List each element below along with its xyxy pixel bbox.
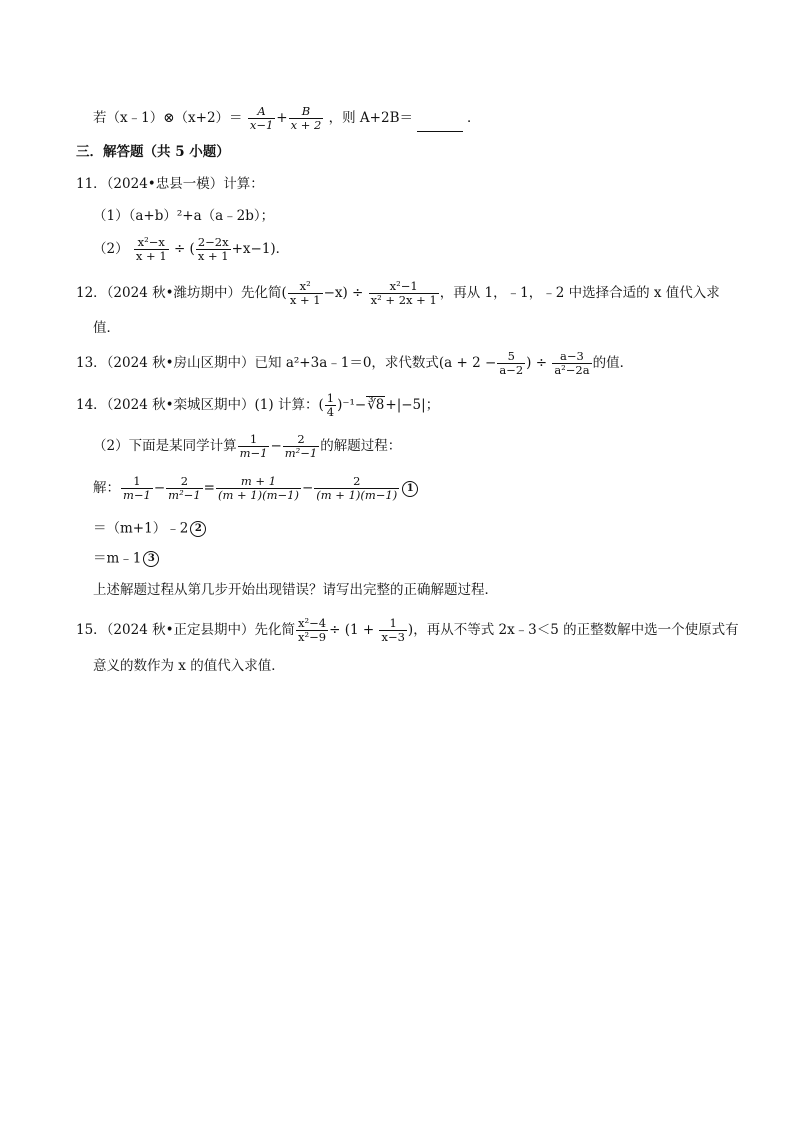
q14-s-fraction-4: $\frac{2}{(m + 1)(m-1)}$ bbox=[316, 474, 398, 502]
q14-question: 上述解题过程从第几步开始出现错误？请写出完整的正确解题过程． bbox=[93, 582, 498, 598]
q10-fraction-b: $\frac{B}{x + 2}$ bbox=[290, 104, 322, 132]
q13-line: 13．（2024 秋•房山区期中）已知 a²+3a﹣1＝0，求代数式(a + 2 − $\frac{5}{a-2}$ ) ÷ $\frac{a-3}{\text{a²−2a}}$ 的值． bbox=[76, 349, 634, 377]
q13-fraction-1: $\frac{5}{a-2}$ bbox=[499, 349, 524, 377]
q15-fraction-1: $\frac{\text{x²−4}}{\text{x²−9}}$ bbox=[298, 616, 327, 644]
step-3-marker: 3 bbox=[143, 551, 159, 567]
q14-p2-fraction-1: $\frac{1}{m-1}$ bbox=[239, 432, 268, 460]
q11-header: 11．（2024•忠县一模）计算： bbox=[76, 176, 264, 192]
q10-suffix: ，则 A+2B＝ bbox=[328, 110, 414, 126]
q10-answer-blank[interactable] bbox=[417, 119, 463, 132]
q12-fraction-1: $\frac{\text{x²}}{x + 1}$ bbox=[289, 279, 321, 307]
q15-line: 15．（2024 秋•正定县期中）先化简 $\frac{\text{x²−4}}{\text{x²−9}}$ ÷ (1 + $\frac{1}{x-3}$ )，再从不等式 2x﹣3＜5 的正整数解中选一个使原式有 bbox=[76, 616, 739, 644]
q15-continuation: 意义的数作为 x 的值代入求值． bbox=[93, 658, 285, 674]
q14-p2-fraction-2: $\frac{2}{\text{m²−1}}$ bbox=[284, 432, 318, 460]
q14-part2: （2）下面是某同学计算 $\frac{1}{m-1}$ − $\frac{2}{\text{m²−1}}$ 的解题过程： bbox=[93, 432, 402, 460]
q11-fraction-2: $\frac{2-2x}{x + 1}$ bbox=[197, 235, 229, 263]
q14-s-fraction-2: $\frac{2}{\text{m²−1}}$ bbox=[168, 474, 201, 502]
q14-solution-step1: 解： $\frac{1}{m-1}$ − $\frac{2}{\text{m²−1}}$ = $\frac{m + 1}{(m + 1)(m-1)}$ − $\frac{2}{(m + 1)(m-1)}$ 1 bbox=[93, 475, 418, 502]
q12-line: 12．（2024 秋•潍坊期中）先化简( $\frac{\text{x²}}{x + 1}$ −x) ÷ $\frac{\text{x²−1}}{\text{x² + 2x + 1}}$ ，再从 1，﹣1，﹣2 中选择合适的 x 值代入求 bbox=[76, 279, 720, 307]
q14-solution-step2: ＝（m+1）﹣2 2 bbox=[93, 521, 206, 537]
q10-fraction-a: $\frac{A}{x-1}$ bbox=[249, 104, 274, 132]
q12-fraction-2: $\frac{\text{x²−1}}{\text{x² + 2x + 1}}$ bbox=[370, 279, 437, 307]
q11-fraction-1: $\frac{\text{x²−x}}{x + 1}$ bbox=[135, 235, 167, 263]
q14-fraction-quarter: $\frac{1}{4}$ bbox=[326, 391, 335, 419]
q12-continuation: 值． bbox=[93, 320, 120, 336]
q14-solution-step3: ＝m﹣1 3 bbox=[93, 551, 159, 567]
q10-period: ． bbox=[467, 110, 481, 126]
q10-prefix: 若（x﹣1）⊗（x+2）＝ bbox=[93, 110, 243, 126]
section-3-title: 三．解答题（共 5 小题） bbox=[76, 144, 230, 160]
q10-line bbox=[93, 105, 481, 132]
step-2-marker: 2 bbox=[190, 521, 206, 537]
q15-fraction-2: $\frac{1}{x-3}$ bbox=[381, 616, 405, 644]
q14-line: 14．（2024 秋•栾城区期中）(1) 计算：( $\frac{1}{4}$ )⁻¹−∛8+|−5|； bbox=[76, 391, 440, 419]
q13-fraction-2: $\frac{a-3}{\text{a²−2a}}$ bbox=[554, 349, 590, 377]
q11-part1: （1）（a+b）²+a（a﹣2b）； bbox=[93, 208, 275, 224]
q11-part2: （2） $\frac{\text{x²−x}}{x + 1}$ ÷ ( $\frac{2-2x}{x + 1}$ +x−1)． bbox=[93, 235, 290, 263]
q14-cube-root: ∛8 bbox=[367, 397, 385, 413]
q14-s-fraction-1: $\frac{1}{m-1}$ bbox=[123, 474, 151, 502]
step-1-marker: 1 bbox=[402, 481, 418, 497]
q14-s-fraction-3: $\frac{m + 1}{(m + 1)(m-1)}$ bbox=[217, 474, 299, 502]
q10-plus: + bbox=[276, 110, 288, 126]
